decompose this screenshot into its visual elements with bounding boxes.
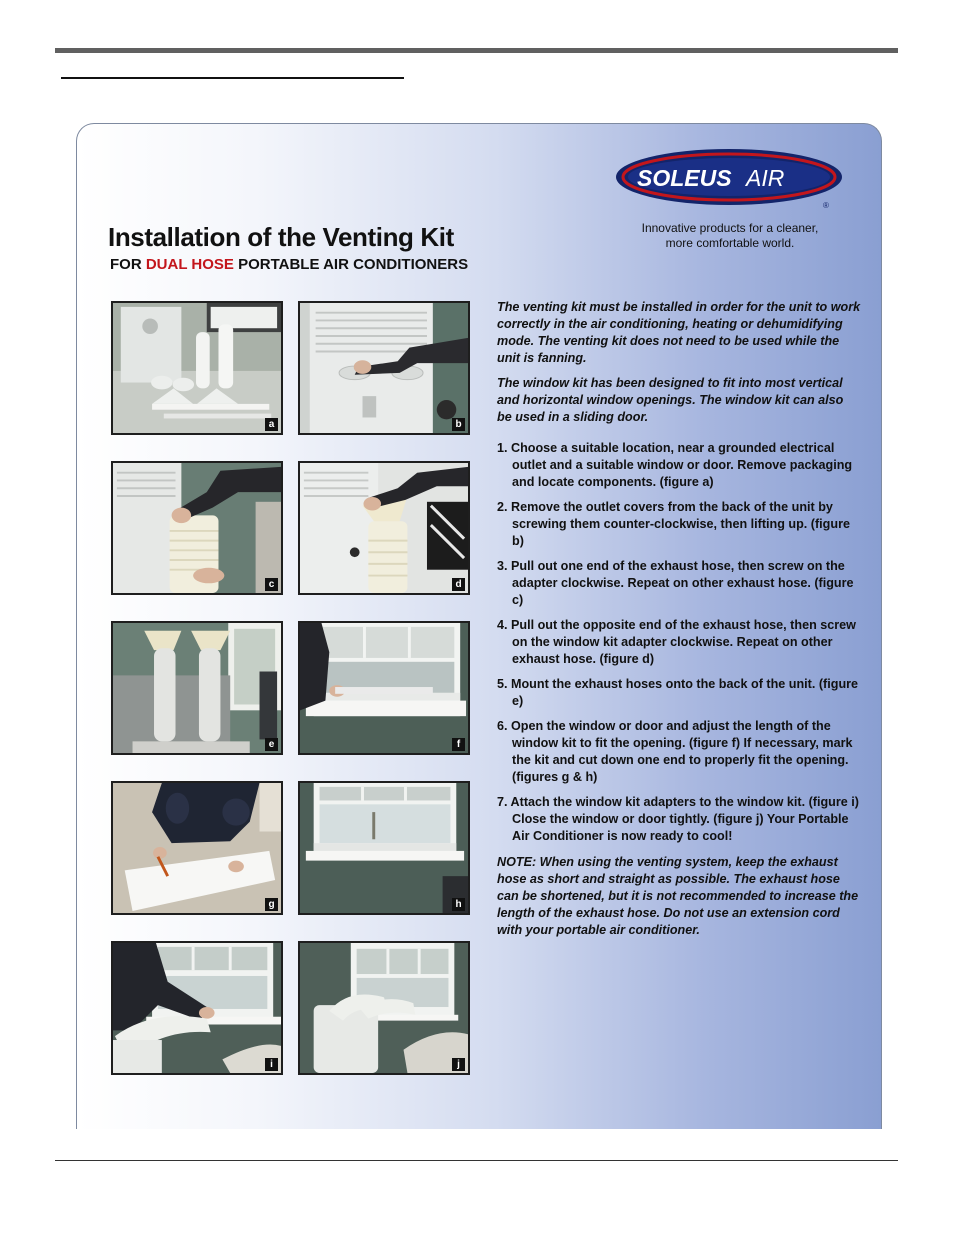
figure-a-letter: a: [265, 418, 278, 431]
footer-rule: [55, 1160, 898, 1161]
figure-b-photo: [298, 301, 470, 435]
intro-paragraph-1: The venting kit must be installed in order for the unit to work correctly in the air conditioning, heating or dehumidifying mode. The venting kit does not need to be used while the unit is fanning.: [497, 300, 861, 365]
soleusair-logo: [615, 148, 843, 210]
step-item-1: 1. Choose a suitable location, near a grounded electrical outlet and a suitable window or door. Remove packaging and locate components. (figure a): [497, 441, 853, 489]
venting-kit-sheet: [76, 123, 882, 1129]
figure-h-photo: [298, 781, 470, 915]
subtitle-accent: DUAL HOSE: [145, 256, 234, 273]
figure-f-photo: [298, 621, 470, 755]
intro-paragraph-2: The window kit has been designed to fit into most vertical and horizontal window openings. The window kit can also be used in a sliding door.: [497, 376, 844, 424]
tagline-line-1: Innovative products for a cleaner,: [641, 221, 819, 235]
page-subtitle: [110, 256, 468, 273]
figure-h-letter: h: [452, 898, 465, 911]
steps-list: [497, 440, 861, 845]
figure-c-letter: c: [265, 578, 278, 591]
figure-i-letter: i: [265, 1058, 278, 1071]
figure-b-letter: b: [452, 418, 465, 431]
step-item-2: 2. Remove the outlet covers from the back of the unit by screwing them counter-clockwise, then lifting up. (figure b): [497, 500, 850, 548]
page-title: Installation of the Venting Kit: [108, 222, 454, 252]
note-paragraph: NOTE: When using the venting system, keep the exhaust hose as short and straight as possible. The exhaust hose can be shortened, but it is not recommended to increase the length of the exhaust hose. Do not use an extension cord with your portable air conditioner.: [497, 855, 859, 937]
header-rule: [55, 48, 898, 53]
logo-light-text: AIR: [746, 165, 785, 191]
step-item-5: 5. Mount the exhaust hoses onto the back of the unit. (figure e): [497, 677, 859, 708]
step-item-4: 4. Pull out the opposite end of the exhaust hose, then screw on the window kit adapter clockwise. Repeat on other exhaust hose. (figure d): [497, 618, 856, 666]
step-item-7: 7. Attach the window kit adapters to the window kit. (figure i) Close the window or door tightly. (figure j) Your Portable Air Conditioner is now ready to cool!: [497, 795, 859, 843]
figure-j-letter: j: [452, 1058, 465, 1071]
section-underline: [61, 77, 404, 79]
figure-e-photo: [111, 621, 283, 755]
figure-d-photo: [298, 461, 470, 595]
instructions-column: [497, 299, 861, 947]
figure-f-letter: f: [452, 738, 465, 751]
brand-tagline: [605, 221, 855, 251]
figure-j-photo: [298, 941, 470, 1075]
figure-a-photo: [111, 301, 283, 435]
subtitle-suffix: PORTABLE AIR CONDITIONERS: [233, 256, 469, 273]
figure-i-photo: [111, 941, 283, 1075]
tagline-line-2: more comfortable world.: [665, 236, 795, 250]
figure-d-letter: d: [452, 578, 465, 591]
figure-g-photo: [111, 781, 283, 915]
registered-mark: ®: [823, 201, 829, 210]
step-item-6: 6. Open the window or door and adjust the length of the window kit to fit the opening. (figure f) If necessary, mark the kit and cut down one end to properly fit the opening. (figures g & h): [497, 719, 853, 784]
logo-bold-text: SOLEUS: [637, 165, 732, 191]
step-item-3: 3. Pull out one end of the exhaust hose, then screw on the adapter clockwise. Repeat on other exhaust hose. (figure c): [497, 559, 854, 607]
figure-g-letter: g: [265, 898, 278, 911]
figure-c-photo: [111, 461, 283, 595]
subtitle-prefix: FOR: [110, 256, 146, 273]
figure-e-letter: e: [265, 738, 278, 751]
